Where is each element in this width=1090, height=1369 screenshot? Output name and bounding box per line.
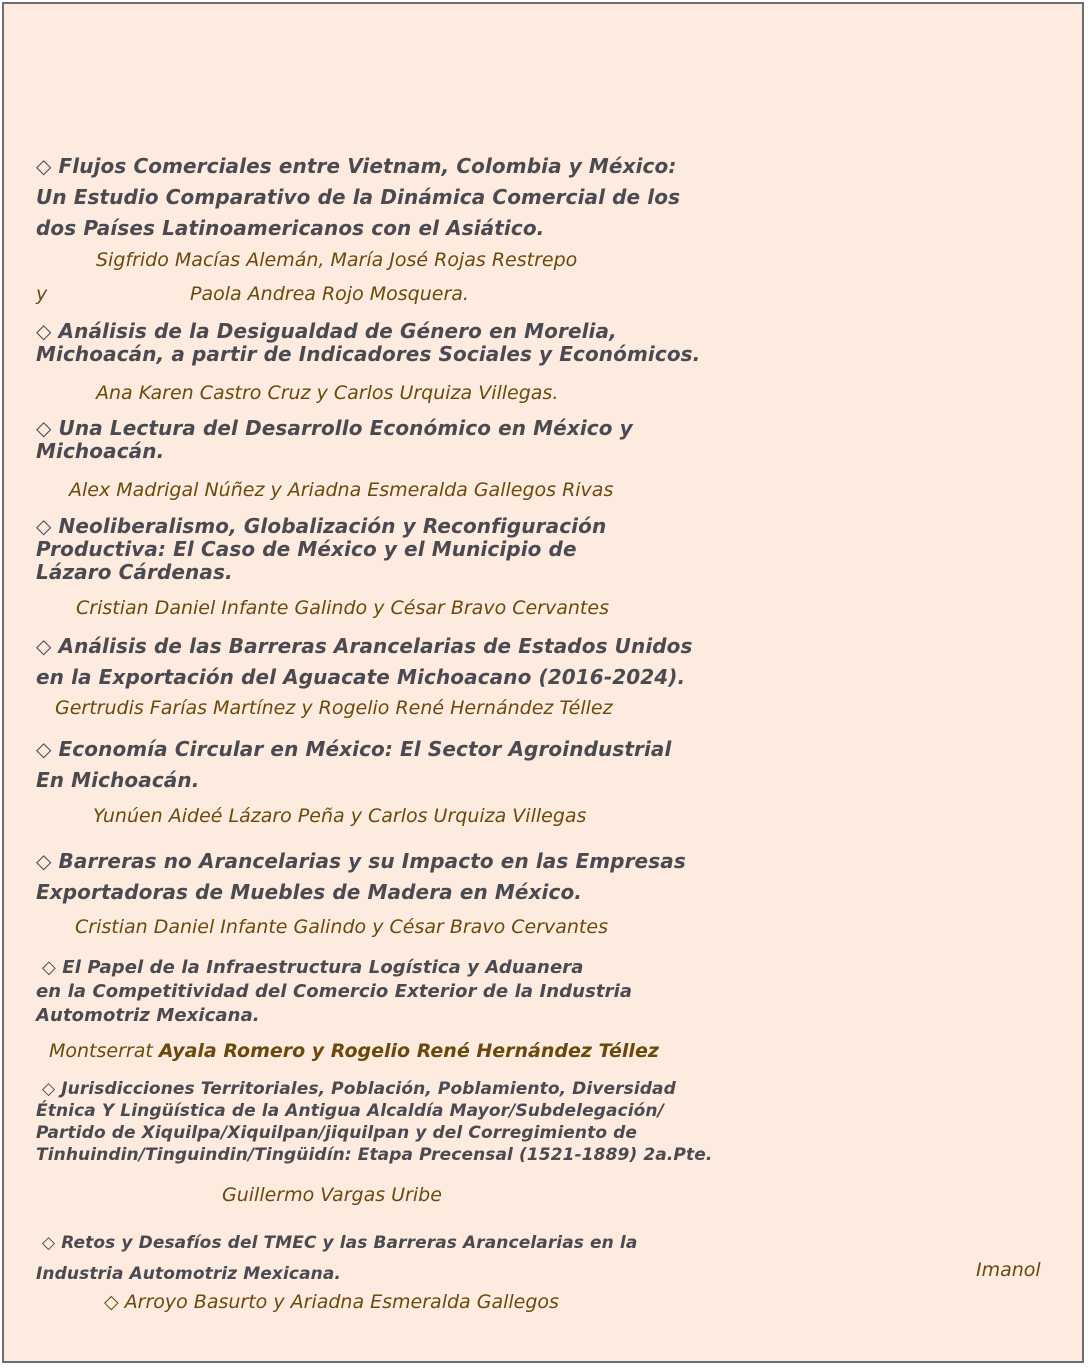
title-line: ◇ Economía Circular en México: El Sector Agroindustrial (36, 737, 672, 761)
entry-title (36, 515, 606, 584)
title-line: Tinhuindin/Tinguindin/Tingüidín: Etapa Precensal (1521-1889) 2a.Pte. (36, 1145, 713, 1165)
entry-title (36, 956, 633, 1028)
page (2, 2, 1084, 1363)
title-line: en la Competitividad del Comercio Exterior de la Industria (36, 981, 633, 1002)
title-line: ◇ El Papel de la Infraestructura Logística y Aduanera (42, 957, 584, 978)
title-line: en la Exportación del Aguacate Michoacano (2016-2024). (36, 665, 686, 689)
entry-title (36, 151, 680, 244)
entry-authors: Guillermo Vargas Uribe (222, 1184, 442, 1206)
title-line: Un Estudio Comparativo de la Dinámica Comercial de los (36, 185, 681, 209)
title-line: Exportadoras de Muebles de Madera en México. (36, 880, 583, 904)
entry-authors: ◇ Arroyo Basurto y Ariadna Esmeralda Gallegos (104, 1291, 559, 1313)
title-line: ◇ Retos y Desafíos del TMEC y las Barreras Arancelarias en la (42, 1233, 638, 1253)
title-line: Partido de Xiquilpa/Xiquilpan/jiquilpan y del Corregimiento de (36, 1123, 638, 1143)
entry-authors-conjunction: y (36, 283, 48, 305)
title-line: ◇ Neoliberalismo, Globalización y Reconfiguración (36, 514, 607, 538)
entry-title (36, 320, 700, 366)
entry-title (36, 1078, 713, 1166)
entry-authors: Alex Madrigal Núñez y Ariadna Esmeralda Gallegos Rivas (69, 479, 614, 501)
entry-title (36, 846, 686, 908)
title-line: ◇ Jurisdicciones Territoriales, Población, Poblamiento, Diversidad (42, 1079, 676, 1099)
entry-title (36, 1228, 638, 1290)
title-line: En Michoacán. (36, 768, 200, 792)
entry-authors: Yunúen Aideé Lázaro Peña y Carlos Urquiza Villegas (93, 805, 587, 827)
entry-authors: Cristian Daniel Infante Galindo y César Bravo Cervantes (75, 916, 608, 938)
entry-authors: Paola Andrea Rojo Mosquera. (190, 283, 469, 305)
entry-authors: Sigfrido Macías Alemán, María José Rojas Restrepo (96, 249, 578, 271)
title-line: ◇ Análisis de la Desigualdad de Género en Morelia, (36, 319, 617, 343)
title-line: ◇ Flujos Comerciales entre Vietnam, Colombia y México: (36, 154, 677, 178)
title-line: Industria Automotriz Mexicana. (36, 1264, 341, 1284)
entry-authors (49, 1040, 659, 1062)
title-line: Productiva: El Caso de México y el Municipio de (36, 537, 577, 561)
entry-authors: Cristian Daniel Infante Galindo y César Bravo Cervantes (76, 597, 609, 619)
entry-title (36, 417, 633, 463)
title-line: Automotriz Mexicana. (36, 1005, 260, 1026)
title-line: dos Países Latinoamericanos con el Asiático. (36, 216, 545, 240)
title-line: Étnica Y Lingüística de la Antigua Alcaldía Mayor/Subdelegación/ (36, 1101, 664, 1121)
entry-title (36, 631, 693, 693)
author-name-bold: Ayala Romero y Rogelio René Hernández Téllez (158, 1040, 659, 1062)
title-line: Michoacán. (36, 439, 165, 463)
title-line: ◇ Análisis de las Barreras Arancelarias de Estados Unidos (36, 634, 693, 658)
title-line: ◇ Barreras no Arancelarias y su Impacto en las Empresas (36, 849, 686, 873)
title-line: Michoacán, a partir de Indicadores Sociales y Económicos. (36, 342, 701, 366)
entry-authors: Gertrudis Farías Martínez y Rogelio René Hernández Téllez (55, 697, 613, 719)
entry-authors: Ana Karen Castro Cruz y Carlos Urquiza Villegas. (96, 382, 559, 404)
entry-title (36, 734, 671, 796)
title-line: ◇ Una Lectura del Desarrollo Económico en México y (36, 416, 633, 440)
author-name: Montserrat (49, 1040, 153, 1062)
title-line: Lázaro Cárdenas. (36, 560, 233, 584)
entry-author-continuation: Imanol (976, 1259, 1041, 1281)
